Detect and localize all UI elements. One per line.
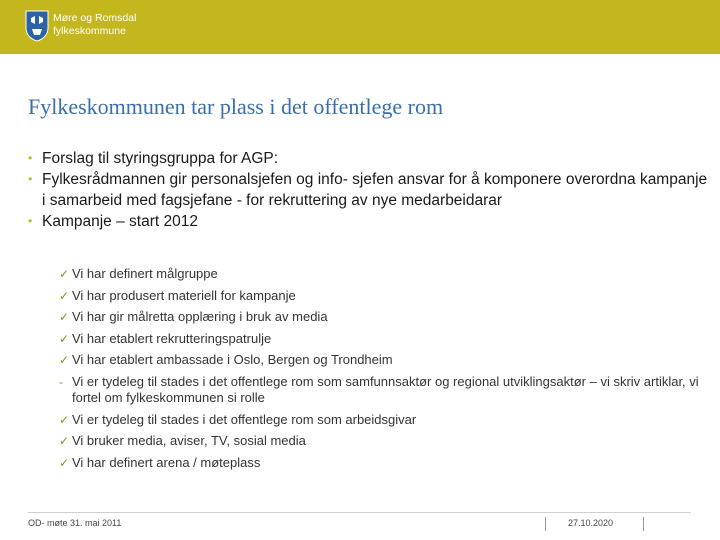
bullet-text: Forslag til styringsgruppa for AGP: (42, 150, 279, 167)
checkmark-icon: ✓ (59, 267, 70, 281)
sub-item-text: Vi har etablert ambassade i Oslo, Bergen og Trondheim (72, 352, 393, 368)
org-line-2: fylkeskommune (53, 25, 126, 37)
checkmark-icon: ✓ (59, 310, 70, 325)
footer-date: 27.10.2020 (568, 518, 614, 528)
bullet-item (28, 148, 708, 169)
checkmark-icon: ✓ (59, 288, 70, 303)
sub-item-text: Vi har produsert materiell for kampanje (72, 287, 296, 303)
sub-list (59, 266, 699, 476)
dash-icon: - (59, 374, 63, 389)
bullet-text: Kampanje – start 2012 (42, 213, 198, 230)
sub-item-text: Vi har etablert rekrutteringspatrulje (72, 330, 272, 346)
sub-item-text: Vi er tydeleg til stades i det offentlege rom som arbeidsgivar (72, 411, 417, 427)
header-bar (0, 0, 720, 54)
slide-title: Fylkeskommunen tar plass i det offentlege rom (28, 94, 444, 119)
sub-item (59, 309, 699, 325)
sub-item (59, 331, 699, 347)
sub-item-text: Vi har definert arena / møteplass (72, 454, 261, 470)
bullet-icon: • (28, 151, 33, 165)
footer-meeting-label: OD- møte 31. mai 2011 (28, 518, 122, 528)
organization-name (53, 12, 136, 38)
checkmark-icon: ✓ (59, 455, 70, 470)
bullet-item (28, 211, 708, 232)
footer-divider (28, 512, 691, 513)
sub-item (59, 288, 699, 304)
sub-item (59, 352, 699, 368)
bullet-list (28, 148, 708, 232)
sub-item (59, 455, 699, 471)
coat-of-arms-icon (25, 10, 49, 42)
checkmark-icon: ✓ (59, 353, 70, 368)
sub-item (59, 266, 699, 282)
sub-item-text: Vi har gir målretta opplæring i bruk av media (72, 309, 328, 325)
bullet-item (28, 169, 708, 211)
sub-item-text: Vi har definert målgruppe (72, 266, 218, 281)
footer-separator (545, 517, 546, 531)
sub-item (59, 433, 699, 449)
sub-item-text: Vi er tydeleg til stades i det offentlege rom som samfunnsaktør og regional utviklingsaktør – vi skriv artiklar, vi fortel om fylkeskommunen si rolle (72, 373, 699, 405)
footer-separator (643, 517, 644, 531)
sub-item (59, 412, 699, 428)
sub-item-text: Vi bruker media, aviser, TV, sosial media (72, 433, 306, 449)
bullet-text: Fylkesrådmannen gir personalsjefen og info- sjefen ansvar for å komponere overordna kampanje i samarbeid med fagsjefane - for rekruttering av nye medarbeidarar (42, 171, 708, 209)
checkmark-icon: ✓ (59, 331, 70, 346)
checkmark-icon: ✓ (59, 412, 70, 427)
checkmark-icon: ✓ (59, 434, 70, 449)
org-line-1: Møre og Romsdal (53, 12, 137, 24)
bullet-icon: • (28, 214, 33, 228)
bullet-icon: • (28, 172, 33, 186)
sub-item (59, 374, 699, 406)
